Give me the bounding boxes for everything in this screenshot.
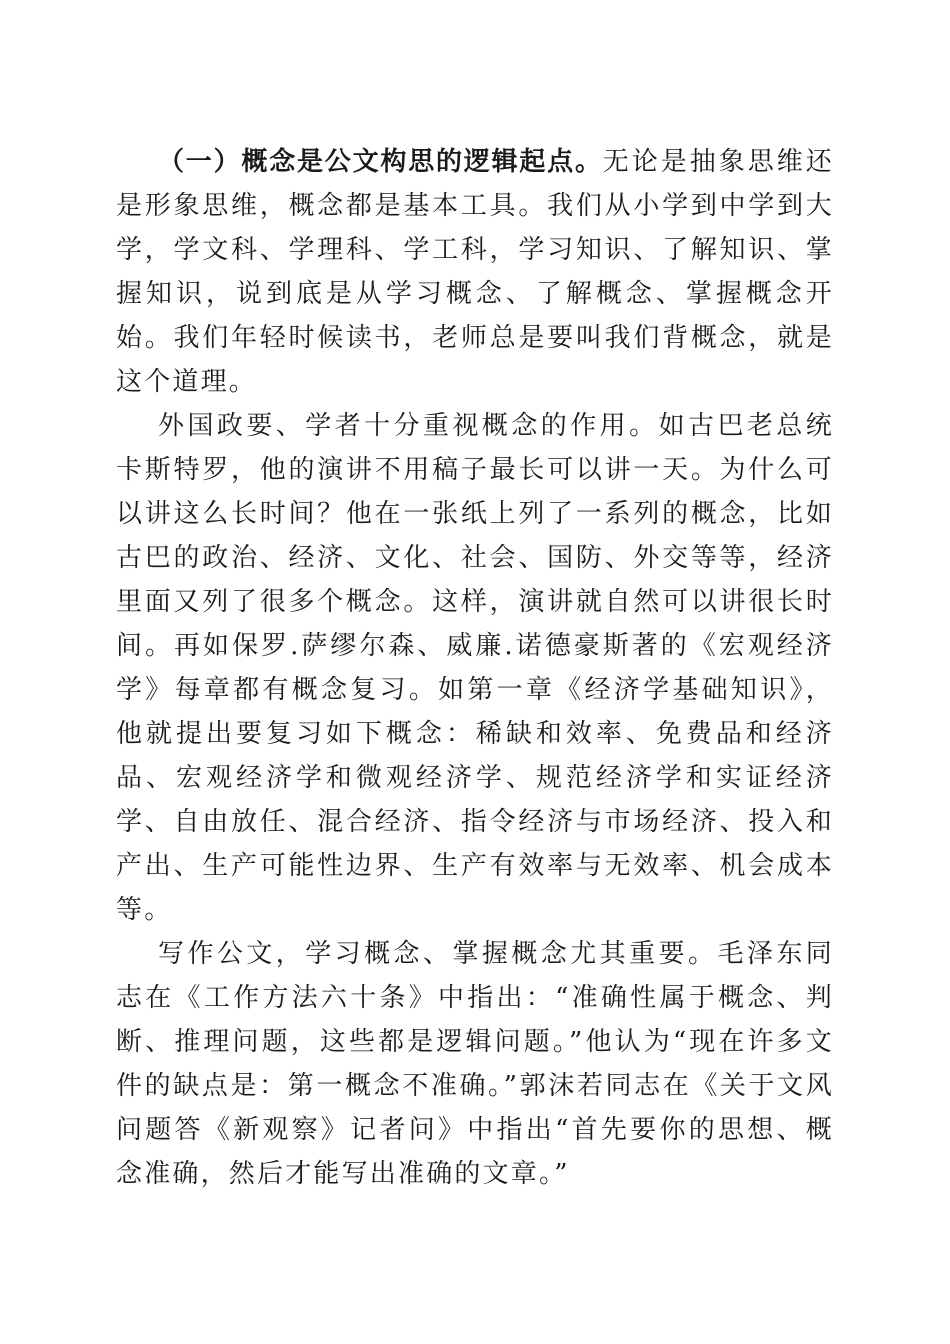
paragraph-body: 无论是抽象思维还是形象思维，概念都是基本工具。我们从小学到中学到大学，学文科、学理科、学工科，学习知识、了解知识、掌握知识，说到底是从学习概念、了解概念、掌握概念开始。我们年轻时候读书，老师总是要叫我们背概念，就是这个道理。	[116, 147, 834, 397]
paragraph-concept-starting-point	[116, 140, 834, 404]
paragraph-official-writing: 写作公文，学习概念、掌握概念尤其重要。毛泽东同志在《工作方法六十条》中指出：“准确性属于概念、判断、推理问题，这些都是逻辑问题。”他认为“现在许多文件的缺点是：第一概念不准确。”郭沫若同志在《关于文风问题答《新观察》记者问》中指出“首先要你的思想、概念准确，然后才能写出准确的文章。”	[116, 939, 834, 1189]
document-page	[116, 140, 834, 1196]
paragraph-foreign-examples: 外国政要、学者十分重视概念的作用。如古巴老总统卡斯特罗，他的演讲不用稿子最长可以讲一天。为什么可以讲这么长时间？他在一张纸上列了一系列的概念，比如古巴的政治、经济、文化、社会、国防、外交等等，经济里面又列了很多个概念。这样，演讲就自然可以讲很长时间。再如保罗.萨缪尔森、威廉.诺德豪斯著的《宏观经济学》每章都有概念复习。如第一章《经济学基础知识》，他就提出要复习如下概念：稀缺和效率、免费品和经济品、宏观经济学和微观经济学、规范经济学和实证经济学、自由放任、混合经济、指令经济与市场经济、投入和产出、生产可能性边界、生产有效率与无效率、机会成本等。	[116, 411, 834, 925]
section-heading: （一）概念是公文构思的逻辑起点。	[158, 147, 603, 177]
